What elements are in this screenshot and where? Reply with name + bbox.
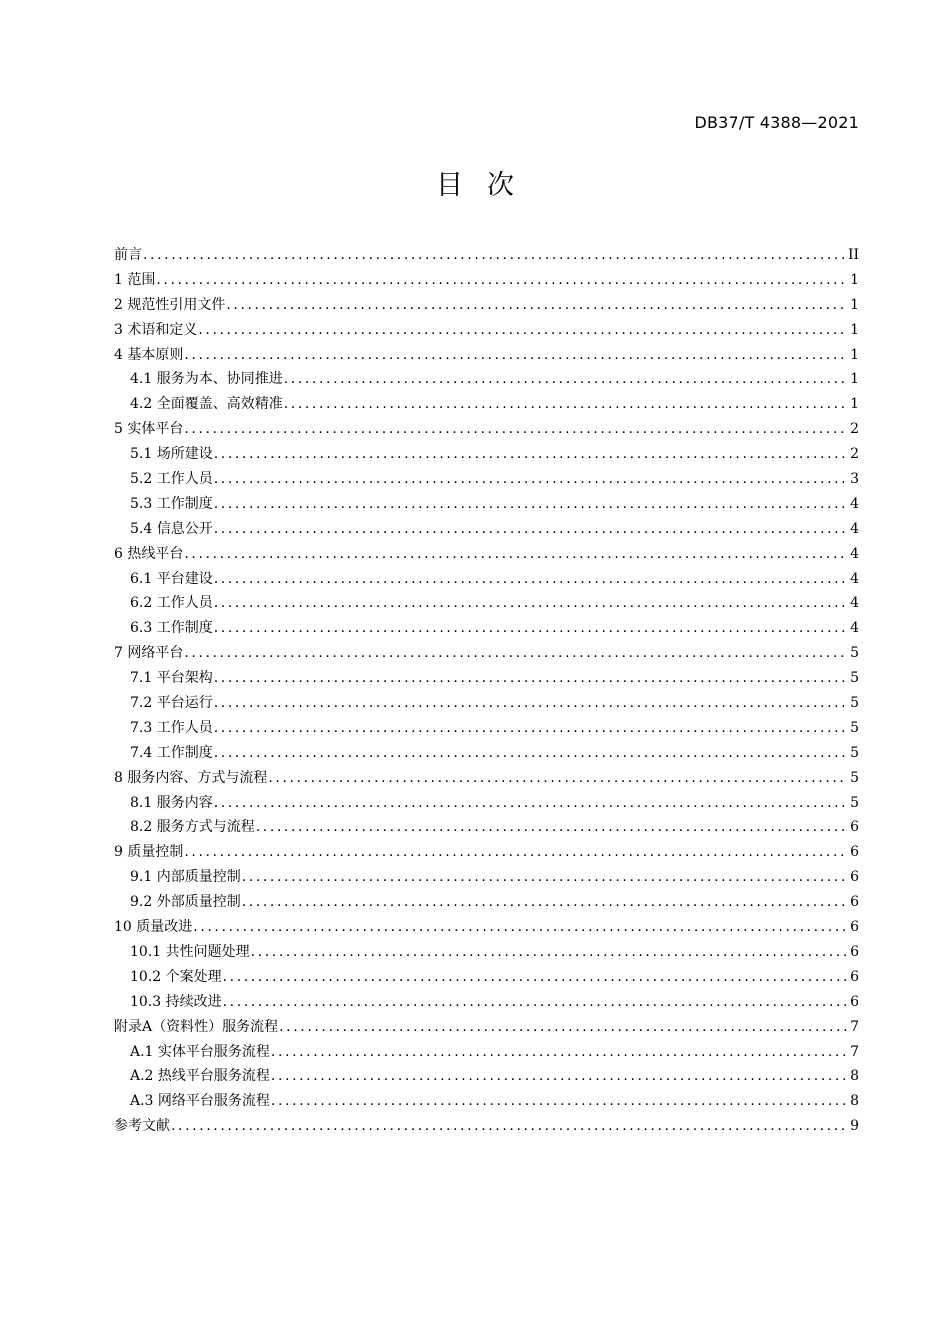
toc-entry[interactable] [114,666,859,691]
toc-entry-page-number: 5 [850,794,859,811]
toc-entry[interactable] [114,567,859,592]
toc-entry-page-number: 1 [850,396,859,413]
toc-dot-leader [271,1040,848,1065]
toc-entry-label: 附录A（资料性）服务流程 [114,1018,279,1035]
toc-entry[interactable] [114,915,859,940]
toc-entry-label: 1 范围 [114,271,156,288]
toc-entry-label: 9.1 内部质量控制 [130,869,241,886]
toc-entry-page-number: 6 [850,844,859,861]
toc-dot-leader [214,567,848,592]
toc-entry-page-number: 4 [850,595,859,612]
toc-entry[interactable] [114,1015,859,1040]
toc-entry-page-number: 1 [850,296,859,313]
toc-entry[interactable] [114,467,859,492]
table-of-contents [114,243,859,1139]
toc-entry[interactable] [114,542,859,567]
toc-entry[interactable] [114,641,859,666]
toc-entry[interactable] [114,716,859,741]
toc-entry-label: 10.1 共性问题处理 [130,943,250,960]
toc-entry-label: 4 基本原则 [114,346,184,363]
toc-entry-label: 8 服务内容、方式与流程 [114,769,268,786]
toc-dot-leader [251,940,848,965]
document-code: DB37/T 4388—2021 [694,113,859,132]
toc-entry-page-number: 4 [850,620,859,637]
toc-dot-leader [198,318,848,343]
toc-dot-leader [214,591,848,616]
toc-entry-page-number: 4 [850,570,859,587]
toc-entry-label: 5.3 工作制度 [130,495,213,512]
toc-entry[interactable] [114,367,859,392]
toc-entry[interactable] [114,1114,859,1139]
toc-entry-page-number: 5 [850,645,859,662]
toc-dot-leader [214,467,848,492]
toc-entry-label: A.1 实体平台服务流程 [130,1043,270,1060]
toc-entry[interactable] [114,616,859,641]
toc-entry-label: 10.3 持续改进 [130,993,222,1010]
toc-entry-page-number: 7 [850,1018,859,1035]
toc-entry[interactable] [114,442,859,467]
toc-entry[interactable] [114,517,859,542]
toc-entry-page-number: 1 [850,271,859,288]
toc-entry[interactable] [114,591,859,616]
toc-entry-page-number: 6 [850,993,859,1010]
toc-dot-leader [284,392,848,417]
toc-entry-label: 3 术语和定义 [114,321,198,338]
toc-entry-page-number: 4 [850,545,859,562]
toc-entry-page-number: 2 [850,421,859,438]
toc-entry[interactable] [114,417,859,442]
toc-entry-page-number: 1 [850,321,859,338]
toc-entry-label: 6.2 工作人员 [130,595,213,612]
toc-entry-label: 6.3 工作制度 [130,620,213,637]
toc-dot-leader [193,915,848,940]
toc-entry-page-number: 5 [850,670,859,687]
toc-entry-label: 10.2 个案处理 [130,968,222,985]
toc-entry[interactable] [114,990,859,1015]
toc-entry[interactable] [114,965,859,990]
toc-entry[interactable] [114,392,859,417]
toc-dot-leader [214,691,848,716]
toc-entry-page-number: 5 [850,769,859,786]
toc-entry-page-number: 1 [850,371,859,388]
toc-dot-leader [214,741,848,766]
toc-entry-label: 前言 [114,247,142,263]
toc-entry-page-number: 4 [850,495,859,512]
toc-entry-page-number: 6 [850,819,859,836]
toc-dot-leader [223,965,848,990]
toc-entry[interactable] [114,890,859,915]
toc-entry-label: 5 实体平台 [114,421,184,438]
toc-entry-label: 2 规范性引用文件 [114,296,226,313]
toc-dot-leader [223,990,848,1015]
toc-entry-page-number: II [847,247,859,263]
toc-entry[interactable] [114,268,859,293]
page-title: 目次 [436,170,538,201]
toc-dot-leader [214,666,848,691]
toc-dot-leader [214,791,848,816]
toc-entry[interactable] [114,318,859,343]
toc-dot-leader [156,268,848,293]
toc-entry-label: 8.1 服务内容 [130,794,213,811]
toc-entry[interactable] [114,791,859,816]
toc-entry[interactable] [114,1089,859,1114]
toc-entry[interactable] [114,815,859,840]
toc-entry[interactable] [114,691,859,716]
toc-dot-leader [268,766,848,791]
toc-entry[interactable] [114,840,859,865]
toc-entry-label: A.3 网络平台服务流程 [130,1093,270,1110]
toc-entry-label: 5.4 信息公开 [130,520,213,537]
toc-entry-label: 8.2 服务方式与流程 [130,819,255,836]
toc-entry-label: 10 质量改进 [114,919,193,936]
toc-entry[interactable] [114,865,859,890]
toc-entry-label: 7.1 平台架构 [130,670,213,687]
toc-entry-label: 7.3 工作人员 [130,719,213,736]
toc-dot-leader [214,716,848,741]
toc-entry[interactable] [114,343,859,368]
toc-entry[interactable] [114,766,859,791]
toc-dot-leader [184,542,848,567]
toc-entry[interactable] [114,243,859,268]
toc-entry-label: 7 网络平台 [114,645,184,662]
toc-entry-page-number: 9 [850,1118,859,1135]
toc-entry-page-number: 7 [850,1043,859,1060]
toc-entry-label: 7.4 工作制度 [130,744,213,761]
toc-dot-leader [214,517,848,542]
toc-dot-leader [271,1089,848,1114]
toc-entry-page-number: 6 [850,943,859,960]
toc-entry-label: 5.1 场所建设 [130,446,213,463]
toc-dot-leader [242,890,848,915]
toc-dot-leader [184,840,848,865]
toc-entry-page-number: 8 [850,1068,859,1085]
toc-entry[interactable] [114,940,859,965]
toc-dot-leader [226,293,848,318]
toc-entry-page-number: 1 [850,346,859,363]
toc-entry[interactable] [114,741,859,766]
toc-entry-label: 6 热线平台 [114,545,184,562]
toc-dot-leader [242,865,848,890]
toc-entry-page-number: 8 [850,1093,859,1110]
toc-dot-leader [184,641,848,666]
toc-dot-leader [279,1015,848,1040]
toc-entry-page-number: 6 [850,894,859,911]
toc-dot-leader [271,1064,848,1089]
toc-entry-label: 7.2 平台运行 [130,695,213,712]
toc-entry[interactable] [114,1040,859,1065]
toc-entry[interactable] [114,293,859,318]
toc-dot-leader [171,1114,848,1139]
toc-entry-page-number: 6 [850,919,859,936]
toc-entry-page-number: 6 [850,869,859,886]
toc-entry-page-number: 2 [850,446,859,463]
toc-entry-label: 4.1 服务为本、协同推进 [130,371,283,388]
toc-dot-leader [284,367,848,392]
toc-entry-label: 9.2 外部质量控制 [130,894,241,911]
toc-dot-leader [256,815,848,840]
toc-dot-leader [214,616,848,641]
toc-entry[interactable] [114,492,859,517]
toc-dot-leader [143,243,846,268]
toc-dot-leader [184,343,848,368]
toc-entry-page-number: 5 [850,719,859,736]
toc-entry-label: 9 质量控制 [114,844,184,861]
toc-entry-page-number: 6 [850,968,859,985]
toc-entry-label: 4.2 全面覆盖、高效精准 [130,396,283,413]
toc-entry-page-number: 5 [850,744,859,761]
toc-entry-label: 6.1 平台建设 [130,570,213,587]
toc-entry-label: A.2 热线平台服务流程 [130,1068,270,1085]
toc-dot-leader [184,417,848,442]
toc-entry-page-number: 5 [850,695,859,712]
toc-entry[interactable] [114,1064,859,1089]
toc-entry-page-number: 3 [850,471,859,488]
toc-entry-label: 5.2 工作人员 [130,471,213,488]
toc-dot-leader [214,492,848,517]
toc-dot-leader [214,442,848,467]
toc-entry-label: 参考文献 [114,1118,170,1135]
toc-entry-page-number: 4 [850,520,859,537]
